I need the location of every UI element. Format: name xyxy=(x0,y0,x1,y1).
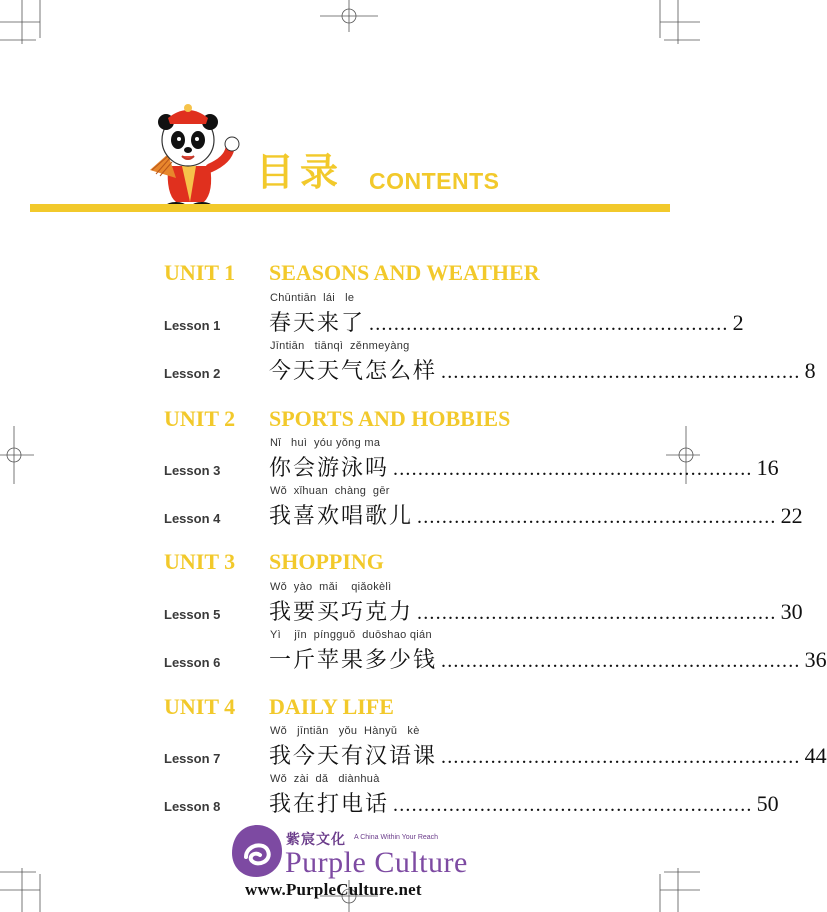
logo-chinese-text: 紫宸文化 xyxy=(286,832,346,848)
lesson-title: 我要买巧克力 xyxy=(269,600,414,625)
unit-label: UNIT 4 xyxy=(164,694,236,719)
pinyin: Chūntiān lái le xyxy=(270,292,355,304)
dot-leader: .......................................................... xyxy=(393,794,753,816)
logo-tagline: A China Within Your Reach xyxy=(354,834,439,841)
page-number: 8 xyxy=(804,358,816,383)
lesson-title: 一斤苹果多少钱 xyxy=(269,648,438,673)
toc-entry[interactable] xyxy=(164,292,744,342)
lesson-label: Lesson 4 xyxy=(164,511,221,526)
logo-brand-name: Purple Culture xyxy=(285,846,468,879)
toc-entry[interactable] xyxy=(164,773,779,823)
pinyin: Wǒ zài dǎ diànhuà xyxy=(270,773,380,785)
page-number: 44 xyxy=(804,743,827,768)
dot-leader: .......................................................... xyxy=(393,458,753,480)
toc-entry[interactable] xyxy=(164,437,779,487)
unit-label: UNIT 1 xyxy=(164,260,236,285)
page-number: 16 xyxy=(756,455,779,480)
panda-mascot-illustration xyxy=(146,104,242,212)
lesson-label: Lesson 1 xyxy=(164,318,221,333)
dot-leader: .......................................................... xyxy=(417,602,777,624)
lesson-label: Lesson 2 xyxy=(164,366,221,381)
website-url[interactable]: www.PurpleCulture.net xyxy=(245,880,422,899)
lesson-title: 我今天有汉语课 xyxy=(269,744,438,769)
lesson-title: 今天天气怎么样 xyxy=(269,359,438,384)
lesson-title: 春天来了 xyxy=(269,311,366,336)
page-number: 30 xyxy=(780,599,803,624)
toc-entry[interactable] xyxy=(164,340,816,390)
lesson-label: Lesson 8 xyxy=(164,799,221,814)
unit-label: UNIT 3 xyxy=(164,549,236,574)
page-number: 50 xyxy=(756,791,779,816)
toc-entry[interactable] xyxy=(164,485,803,535)
lesson-title: 我在打电话 xyxy=(269,792,390,817)
toc-entry[interactable] xyxy=(164,725,827,775)
lesson-title: 你会游泳吗 xyxy=(269,456,390,481)
page-number: 36 xyxy=(804,647,827,672)
lesson-title: 我喜欢唱歌儿 xyxy=(269,504,414,529)
toc-entry[interactable] xyxy=(164,629,827,679)
unit-title: SPORTS AND HOBBIES xyxy=(269,406,511,431)
lesson-label: Lesson 7 xyxy=(164,751,221,766)
dot-leader: .......................................................... xyxy=(441,650,801,672)
contents-title-chinese: 目录 xyxy=(256,150,345,194)
dot-leader: .......................................................... xyxy=(417,506,777,528)
lesson-label: Lesson 5 xyxy=(164,607,221,622)
pinyin: Nǐ huì yóu yǒng ma xyxy=(270,437,381,449)
pinyin: Yì jīn píngguǒ duōshao qián xyxy=(270,629,432,641)
dot-leader: .......................................................... xyxy=(369,313,729,335)
lesson-label: Lesson 6 xyxy=(164,655,221,670)
unit-title: SHOPPING xyxy=(269,549,384,574)
lesson-label: Lesson 3 xyxy=(164,463,221,478)
pinyin: Wǒ xǐhuan chàng gēr xyxy=(270,485,390,497)
pinyin: Wǒ yào mǎi qiǎokèlì xyxy=(270,581,392,593)
pinyin: Jīntiān tiānqì zěnmeyàng xyxy=(270,340,410,352)
page-number: 22 xyxy=(780,503,803,528)
unit-title: DAILY LIFE xyxy=(269,694,394,719)
unit-title: SEASONS AND WEATHER xyxy=(269,260,540,285)
unit-label: UNIT 2 xyxy=(164,406,236,431)
contents-title-english: CONTENTS xyxy=(369,168,500,194)
purple-culture-logo-icon xyxy=(230,823,284,879)
pinyin: Wǒ jīntiān yǒu Hànyǔ kè xyxy=(270,725,420,737)
toc-entry[interactable] xyxy=(164,581,803,631)
dot-leader: .......................................................... xyxy=(441,361,801,383)
page-number: 2 xyxy=(732,310,744,335)
header-divider xyxy=(30,204,670,212)
dot-leader: .......................................................... xyxy=(441,746,801,768)
